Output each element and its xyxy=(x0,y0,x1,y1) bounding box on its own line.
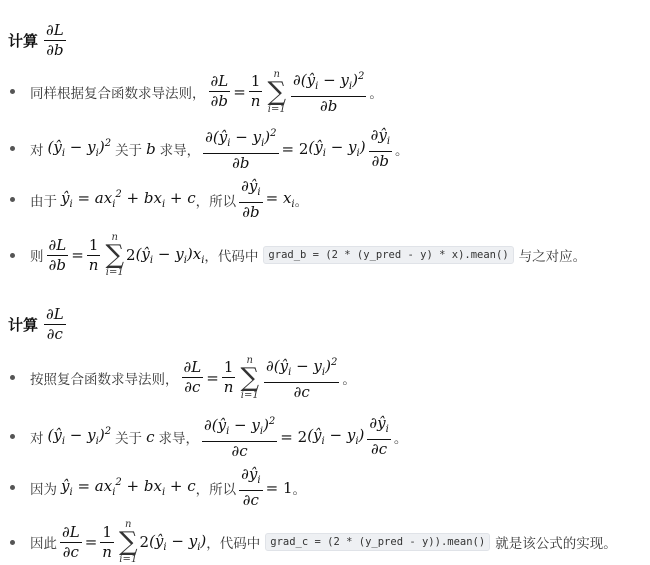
list-item-c2: 对 $(ŷ_i - y_i)^2$ 关于 c 求导， $\frac{\partial(ŷ_i - y_i)^2}{\partial c}$ = 2 $(ŷ_i - y_i)$ $\frac{\partial ŷ_i}{\partial c}$ 。 xyxy=(10,413,407,460)
heading-dl-dc xyxy=(8,306,69,343)
sum-symbol: n ∑ i=1 xyxy=(267,68,287,115)
list-item-b4: 则 $\frac{\partial L}{\partial b}$ = $\frac{1}{n}$ n ∑ i=1 2 $(ŷ_i - y_i)x_i$ ，代码中 grad_b = (2 * (y_pred - y) * x).mean() 与之对应。 xyxy=(10,232,586,278)
list-item-c3: 因为 $ŷ_i = ax_i^2 + bx_i + c$ ，所以 $\frac{\partial ŷ_i}{\partial c}$ = 1 。 xyxy=(10,466,306,509)
list-item-b1: 同样根据复合函数求导法则， $\frac{\partial L}{\partial b}$ = $\frac{1}{n}$ n ∑ i=1 $\frac{\partial(ŷ_i - y_i)^2}{\partial b}$ 。 xyxy=(10,68,383,115)
list-item-b2: 对 $(ŷ_i - y_i)^2$ 关于 b 求导， $\frac{\partial(ŷ_i - y_i)^2}{\partial b}$ = 2 $(ŷ_i - y_i)$ $\frac{\partial ŷ_i}{\partial b}$ 。 xyxy=(10,125,409,172)
list-item-c4: 因此 $\frac{\partial L}{\partial c}$ = $\frac{1}{n}$ n ∑ i=1 2 $(ŷ_i - y_i)$ ，代码中 grad_c = (2 * (y_pred - y)).mean() 就是该公式的实现。 xyxy=(10,519,617,565)
heading-dl-db xyxy=(8,22,69,59)
heading-fraction: $\frac{\partial L}{\partial b}$ xyxy=(46,21,64,59)
code-grad-b: grad_b = (2 * (y_pred - y) * x).mean() xyxy=(263,246,513,264)
formula-fraction: $\frac{\partial L}{\partial b}$ xyxy=(210,72,229,110)
item-end: 。 xyxy=(369,85,383,102)
item-text: 同样根据复合函数求导法则， xyxy=(30,85,206,102)
code-grad-c: grad_c = (2 * (y_pred - y)).mean() xyxy=(265,533,490,551)
heading-label: 计算 xyxy=(8,32,39,50)
bullet xyxy=(10,146,15,151)
bullet xyxy=(10,540,15,545)
list-item-c1: 按照复合函数求导法则， $\frac{\partial L}{\partial c}$ = $\frac{1}{n}$ n ∑ i=1 $\frac{\partial(ŷ_i - y_i)^2}{\partial c}$ 。 xyxy=(10,354,356,401)
list-item-b3: 由于 $ŷ_i = ax_i^2 + bx_i + c$ ，所以 $\frac{\partial ŷ_i}{\partial b}$ = $x_i$ 。 xyxy=(10,178,308,221)
bullet xyxy=(10,375,15,380)
bullet xyxy=(10,253,15,258)
bullet xyxy=(10,485,15,490)
bullet xyxy=(10,197,15,202)
bullet xyxy=(10,89,15,94)
heading-fraction: $\frac{\partial L}{\partial c}$ xyxy=(46,305,64,343)
bullet xyxy=(10,434,15,439)
heading-label: 计算 xyxy=(8,316,39,334)
